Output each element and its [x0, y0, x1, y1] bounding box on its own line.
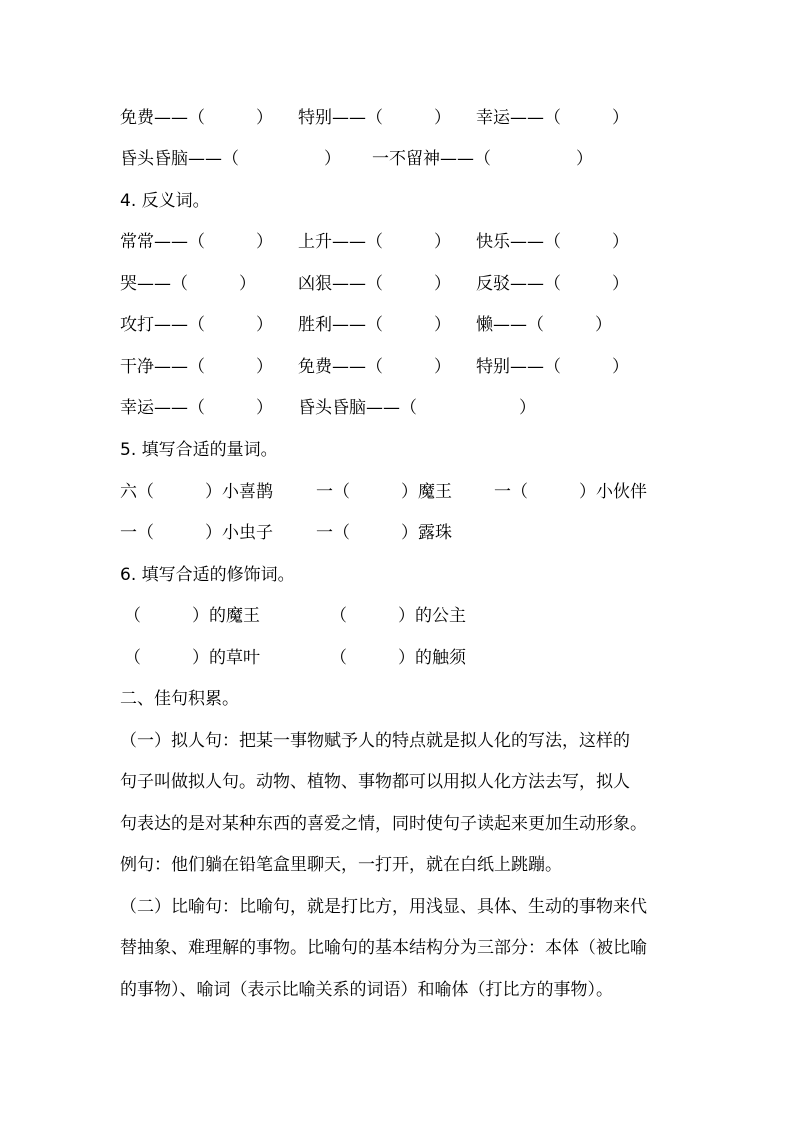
antonym-item: 哭——（ ） [120, 274, 256, 294]
word-row [0, 269, 629, 299]
paragraph-line: 替抽象、难理解的事物。比喻句的基本结构分为三部分：本体（被比喻 [120, 938, 647, 958]
modifier-item: （ ）的公主 [330, 606, 466, 626]
section-heading: 5. 填写合适的量词。 [120, 440, 278, 460]
word-row [0, 477, 647, 507]
measure-word-item: 一（ ）小虫子 [120, 523, 273, 543]
synonym-item: 免费——（ ） [120, 108, 273, 128]
antonym-item: 快乐——（ ） [476, 232, 629, 252]
antonym-item: 常常——（ ） [120, 232, 273, 252]
section-heading: 4. 反义词。 [120, 191, 210, 211]
synonym-item: 特别——（ ） [298, 108, 451, 128]
word-row [0, 601, 466, 631]
antonym-item: 上升——（ ） [298, 232, 451, 252]
antonym-item: 昏头昏脑——（ ） [298, 398, 536, 418]
modifier-item: （ ）的草叶 [124, 648, 260, 668]
word-row [0, 352, 629, 382]
paragraph-line: （一）拟人句：把某一事物赋予人的特点就是拟人化的写法，这样的 [120, 731, 630, 751]
word-row [0, 643, 466, 673]
measure-word-item: 一（ ）魔王 [316, 482, 452, 502]
antonym-item: 反驳——（ ） [476, 274, 629, 294]
synonym-item: 一不留神——（ ） [372, 149, 593, 169]
word-row [0, 310, 612, 340]
paragraph-line: 句表达的是对某种东西的喜爱之情，同时使句子读起来更加生动形象。 [120, 814, 647, 834]
paragraph-line: 的事物）、喻词（表示比喻关系的词语）和喻体（打比方的事物）。 [120, 980, 613, 1000]
measure-word-item: 六（ ）小喜鹊 [120, 482, 273, 502]
measure-word-item: 一（ ）小伙伴 [494, 482, 647, 502]
antonym-item: 幸运——（ ） [120, 398, 273, 418]
word-row [0, 144, 593, 174]
antonym-item: 免费——（ ） [298, 357, 451, 377]
part-heading: 二、佳句积累。 [120, 689, 239, 709]
antonym-item: 胜利——（ ） [298, 315, 451, 335]
paragraph-line: （二）比喻句：比喻句，就是打比方，用浅显、具体、生动的事物来代 [120, 897, 647, 917]
section-heading: 6. 填写合适的修饰词。 [120, 565, 295, 585]
word-row [0, 393, 536, 423]
antonym-item: 特别——（ ） [476, 357, 629, 377]
antonym-item: 攻打——（ ） [120, 315, 273, 335]
antonym-item: 干净——（ ） [120, 357, 273, 377]
word-row [0, 518, 452, 548]
antonym-item: 凶狠——（ ） [298, 274, 451, 294]
word-row [0, 103, 629, 133]
modifier-item: （ ）的触须 [330, 648, 466, 668]
example-sentence: 例句：他们躺在铅笔盒里聊天，一打开，就在白纸上跳蹦。 [120, 855, 562, 875]
antonym-item: 懒——（ ） [476, 315, 612, 335]
modifier-item: （ ）的魔王 [124, 606, 260, 626]
synonym-item: 幸运——（ ） [476, 108, 629, 128]
paragraph-line: 句子叫做拟人句。动物、植物、事物都可以用拟人化方法去写，拟人 [120, 772, 630, 792]
synonym-item: 昏头昏脑——（ ） [120, 149, 341, 169]
word-row [0, 227, 629, 257]
measure-word-item: 一（ ）露珠 [316, 523, 452, 543]
